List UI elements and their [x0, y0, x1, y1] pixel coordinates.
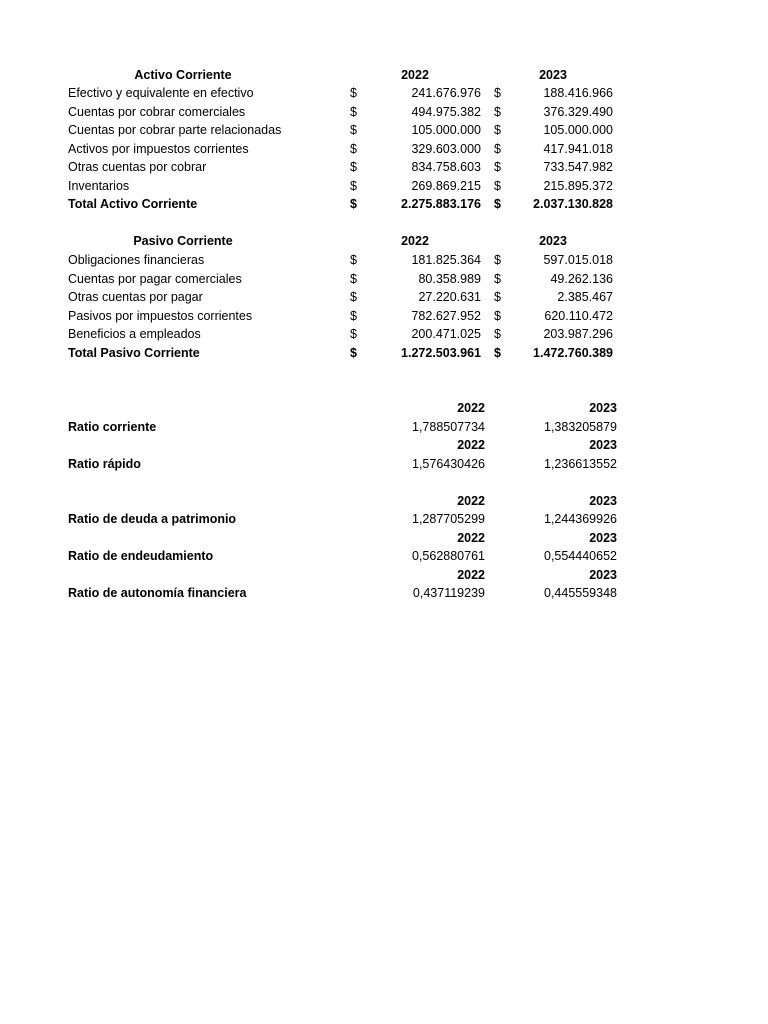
row-label: Cuentas por cobrar parte relacionadas	[68, 123, 282, 137]
value-2022: 329.603.000	[411, 141, 481, 156]
ratio-year-2023: 2023	[589, 438, 617, 452]
currency-symbol: $	[350, 327, 357, 341]
ratio-year-row	[0, 492, 768, 510]
ratio-year-2022: 2022	[457, 438, 485, 452]
ratio-value-2022: 1,287705299	[412, 512, 485, 526]
row-label: Cuentas por cobrar comerciales	[68, 104, 246, 119]
row-label: Efectivo y equivalente en efectivo	[68, 86, 254, 100]
currency-symbol: $	[494, 290, 501, 304]
currency-symbol: $	[494, 345, 501, 360]
currency-symbol: $	[350, 178, 357, 193]
ratio-value-2022: 1,788507734	[412, 420, 485, 434]
value-2023: 417.941.018	[543, 141, 613, 156]
row-label: Pasivos por impuestos corrientes	[68, 308, 253, 323]
ratio-year-row	[0, 529, 768, 547]
currency-symbol: $	[494, 178, 501, 193]
currency-symbol: $	[350, 308, 357, 323]
pasivo-year-2023: 2023	[539, 234, 567, 248]
ratio-row	[0, 547, 768, 565]
ratio-year-row	[0, 566, 768, 584]
activo-row	[0, 84, 768, 102]
currency-symbol: $	[494, 104, 501, 119]
activo-year-2022: 2022	[401, 68, 429, 82]
currency-symbol: $	[494, 197, 501, 211]
ratio-year-2022: 2022	[457, 568, 485, 582]
row-label: Activos por impuestos corrientes	[68, 141, 249, 156]
value-2023: 188.416.966	[543, 86, 613, 100]
total-2022: 1.272.503.961	[401, 345, 481, 360]
ratio-value-2023: 0,554440652	[544, 549, 617, 563]
total-label: Total Pasivo Corriente	[68, 345, 200, 360]
pasivo-row	[0, 288, 768, 306]
value-2022: 105.000.000	[411, 123, 481, 137]
value-2023: 620.110.472	[544, 308, 613, 323]
ratio-row	[0, 455, 768, 473]
total-label: Total Activo Corriente	[68, 197, 198, 211]
row-label: Inventarios	[68, 178, 130, 193]
value-2022: 494.975.382	[411, 104, 481, 119]
currency-symbol: $	[350, 141, 357, 156]
value-2023: 203.987.296	[543, 327, 613, 341]
row-label: Obligaciones financieras	[68, 253, 205, 267]
ratio-value-2023: 1,236613552	[544, 457, 617, 471]
currency-symbol: $	[494, 308, 501, 323]
currency-symbol: $	[350, 271, 357, 286]
value-2023: 733.547.982	[543, 160, 613, 174]
ratio-value-2023: 1,383205879	[544, 420, 617, 434]
ratio-value-2023: 0,445559348	[544, 586, 617, 600]
activo-row	[0, 158, 768, 176]
currency-symbol: $	[494, 160, 501, 174]
pasivo-title: Pasivo Corriente	[133, 234, 233, 248]
currency-symbol: $	[494, 253, 501, 267]
currency-symbol: $	[350, 345, 357, 360]
activo-row	[0, 177, 768, 195]
row-label: Otras cuentas por pagar	[68, 290, 203, 304]
activo-header-row	[0, 66, 768, 84]
row-label: Beneficios a empleados	[68, 327, 201, 341]
pasivo-year-2022: 2022	[401, 234, 429, 248]
pasivo-total-row	[0, 344, 768, 362]
pasivo-row	[0, 270, 768, 288]
value-2023: 215.895.372	[543, 178, 613, 193]
activo-title: Activo Corriente	[134, 68, 232, 82]
ratio-year-2023: 2023	[589, 494, 617, 508]
value-2022: 27.220.631	[418, 290, 481, 304]
ratio-label: Ratio de deuda a patrimonio	[68, 512, 237, 526]
currency-symbol: $	[350, 86, 357, 100]
value-2022: 269.869.215	[411, 178, 481, 193]
ratio-row	[0, 584, 768, 602]
currency-symbol: $	[350, 123, 357, 137]
activo-total-row	[0, 195, 768, 213]
ratio-label: Ratio de endeudamiento	[68, 549, 214, 563]
ratio-year-2022: 2022	[457, 494, 485, 508]
ratio-label: Ratio rápido	[68, 457, 141, 471]
value-2023: 597.015.018	[543, 253, 613, 267]
value-2023: 105.000.000	[543, 123, 613, 137]
activo-row	[0, 140, 768, 158]
pasivo-row	[0, 251, 768, 269]
currency-symbol: $	[350, 197, 357, 211]
value-2022: 200.471.025	[411, 327, 481, 341]
ratio-year-2023: 2023	[589, 568, 617, 582]
ratio-value-2023: 1,244369926	[544, 512, 617, 526]
currency-symbol: $	[494, 123, 501, 137]
ratio-label: Ratio de autonomía financiera	[68, 586, 247, 600]
ratio-row	[0, 510, 768, 528]
ratio-year-2022: 2022	[457, 531, 485, 545]
pasivo-row	[0, 325, 768, 343]
ratio-year-2023: 2023	[589, 401, 617, 415]
currency-symbol: $	[350, 290, 357, 304]
ratio-value-2022: 0,437119239	[412, 586, 485, 600]
ratio-value-2022: 0,562880761	[412, 549, 485, 563]
ratio-label: Ratio corriente	[68, 420, 157, 434]
value-2022: 80.358.989	[418, 271, 481, 286]
currency-symbol: $	[350, 160, 357, 174]
row-label: Otras cuentas por cobrar	[68, 160, 207, 174]
value-2022: 241.676.976	[411, 86, 481, 100]
currency-symbol: $	[494, 141, 501, 156]
ratio-year-2022: 2022	[457, 401, 485, 415]
total-2023: 1.472.760.389	[533, 345, 613, 360]
currency-symbol: $	[350, 104, 357, 119]
ratio-value-2022: 1,576430426	[412, 457, 485, 471]
pasivo-header-row	[0, 232, 768, 250]
total-2022: 2.275.883.176	[401, 197, 481, 211]
value-2022: 181.825.364	[411, 253, 481, 267]
ratio-year-row	[0, 399, 768, 417]
ratio-year-2023: 2023	[589, 531, 617, 545]
activo-row	[0, 121, 768, 139]
currency-symbol: $	[494, 327, 501, 341]
ratio-year-row	[0, 436, 768, 454]
row-label: Cuentas por pagar comerciales	[68, 271, 242, 286]
currency-symbol: $	[494, 86, 501, 100]
value-2023: 2.385.467	[557, 290, 613, 304]
value-2022: 782.627.952	[411, 308, 481, 323]
currency-symbol: $	[350, 253, 357, 267]
total-2023: 2.037.130.828	[533, 197, 613, 211]
currency-symbol: $	[494, 271, 501, 286]
pasivo-row	[0, 307, 768, 325]
activo-year-2023: 2023	[539, 68, 567, 82]
value-2022: 834.758.603	[411, 160, 481, 174]
value-2023: 376.329.490	[543, 104, 613, 119]
activo-row	[0, 103, 768, 121]
value-2023: 49.262.136	[550, 271, 613, 286]
ratio-row	[0, 418, 768, 436]
